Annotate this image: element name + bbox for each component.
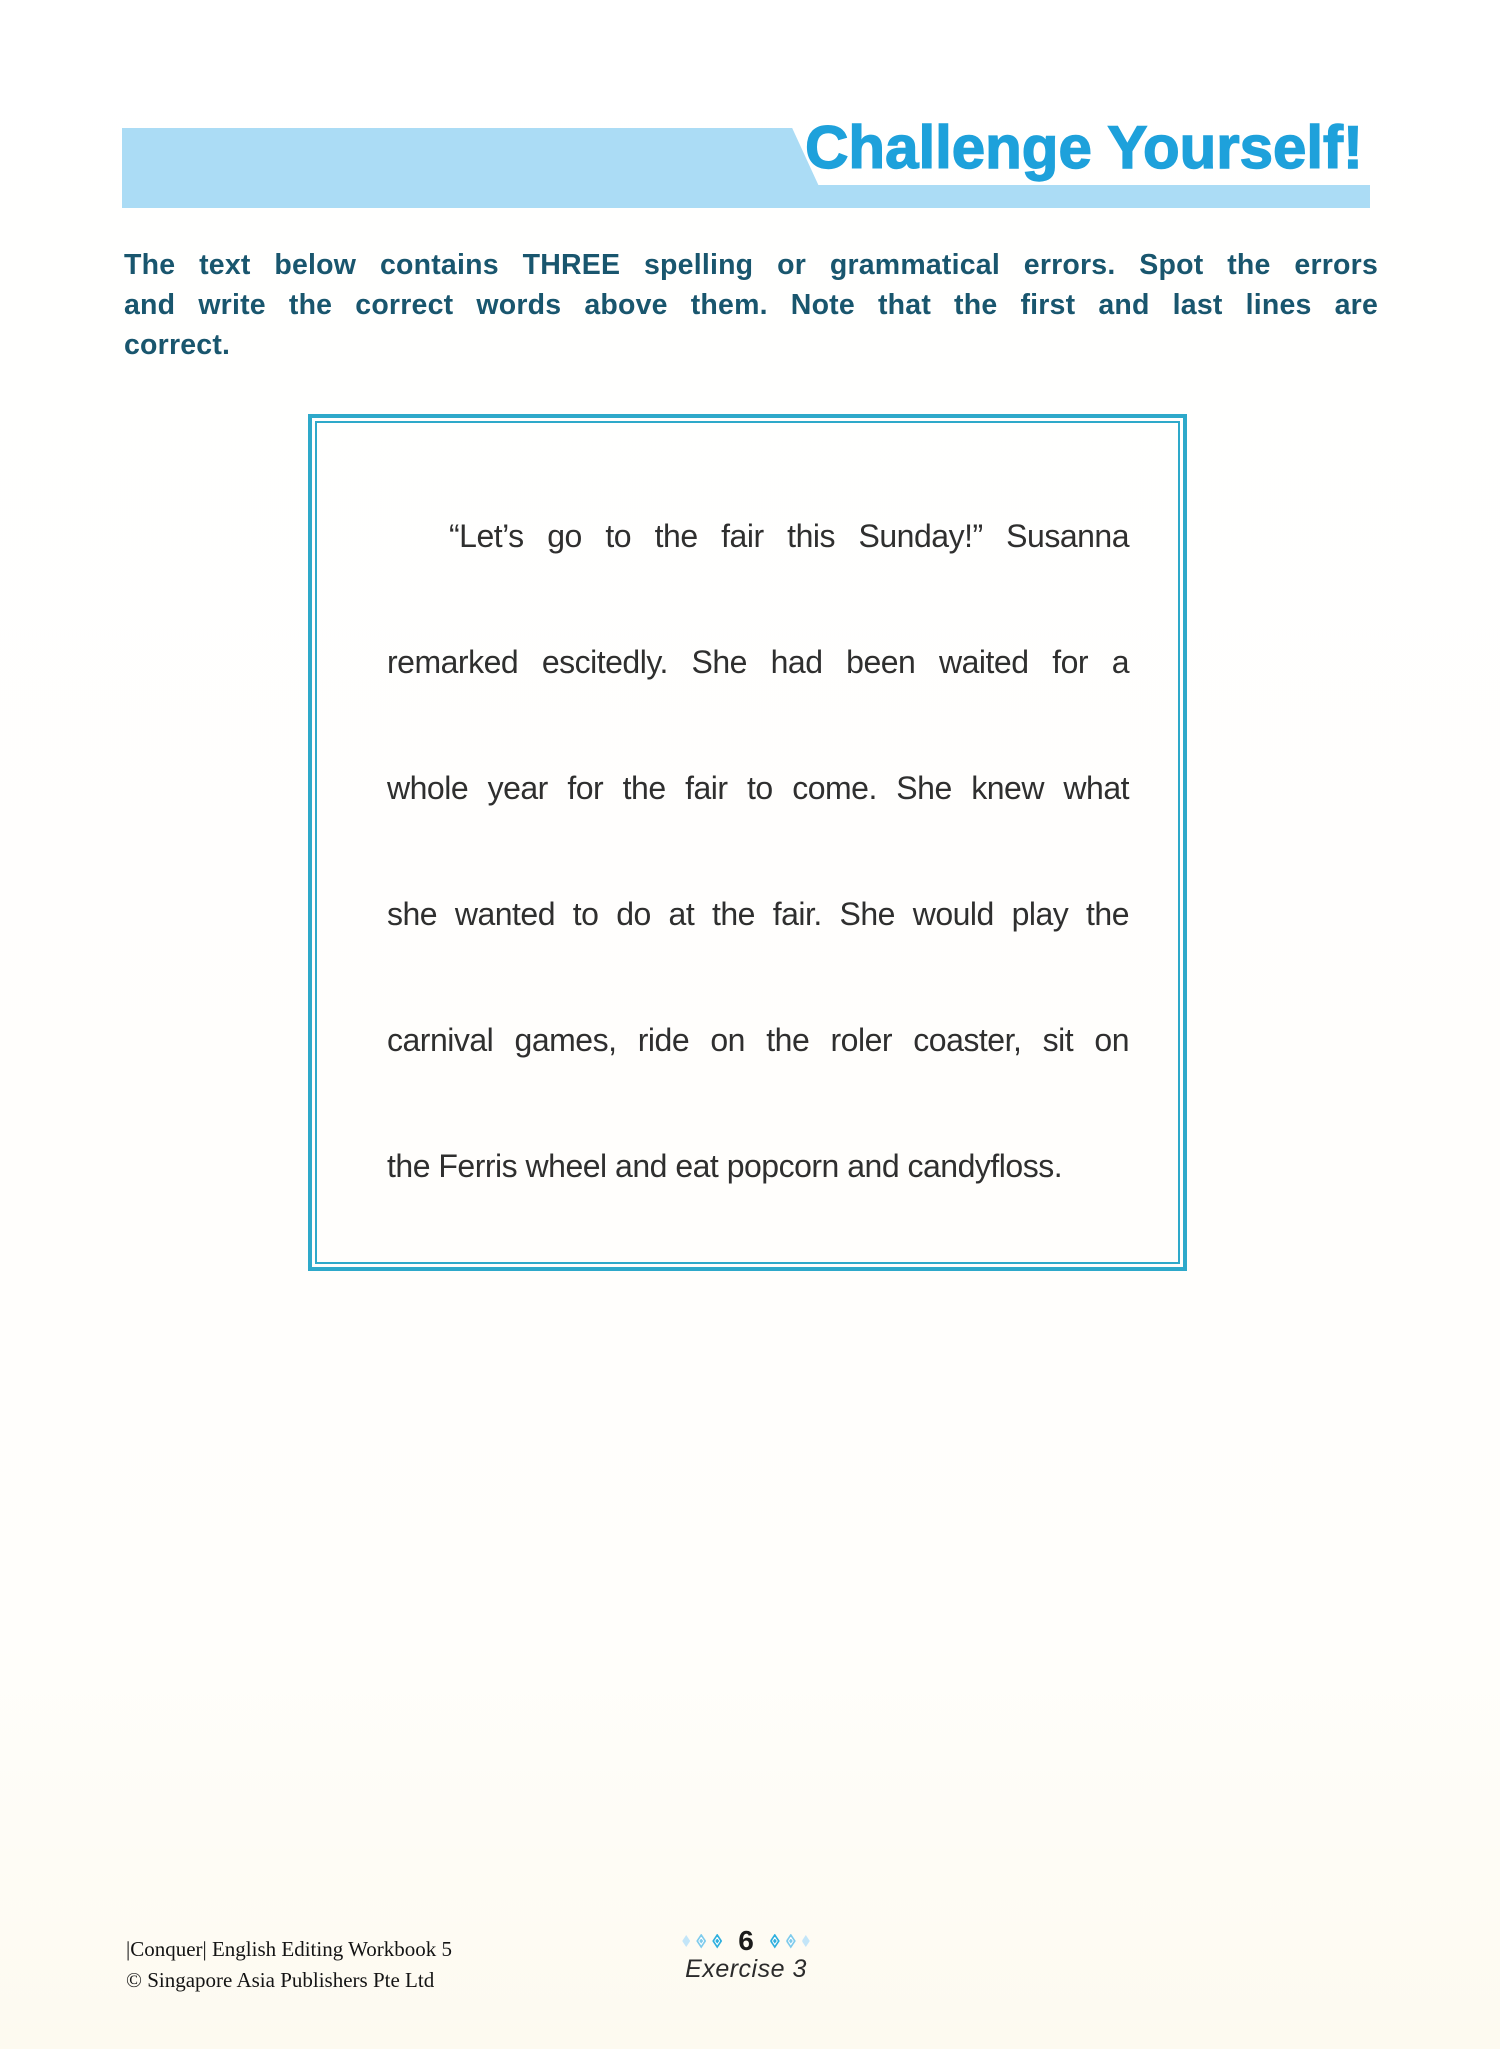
instruction-line-3: correct. [124,329,231,361]
diamond-ornament-icon [712,1934,722,1949]
instructions-text [124,245,1378,365]
passage-box-inner-border [315,421,1180,1264]
diamond-ornament-icon [682,1935,690,1947]
footer-book-title: |Conquer| English Editing Workbook 5 [126,1937,452,1961]
page-number-ornament [682,1926,810,1956]
page-number: 6 [738,1925,754,1956]
footer-imprint [126,1934,452,1996]
diamond-ornament-icon [786,1934,796,1949]
passage-text [387,473,1129,1229]
passage-line: whole year for the fair to come. She knew what [387,770,1129,806]
banner-title: Challenge Yourself! [805,114,1363,181]
diamond-ornament-icon [802,1935,810,1947]
passage-line: she wanted to do at the fair. She would play the [387,896,1129,932]
passage-box [308,414,1187,1271]
footer-copyright: © Singapore Asia Publishers Pte Ltd [126,1968,435,1992]
passage-line: carnival games, ride on the roler coaster, sit on [387,1022,1129,1058]
passage-line: remarked escitedly. She had been waited for a [387,644,1129,680]
passage-line: the Ferris wheel and eat popcorn and candyfloss. [387,1148,1063,1184]
instruction-line-1: The text below contains THREE spelling or grammatical errors. Spot the errors [124,249,1378,281]
exercise-label: Exercise 3 [685,1955,807,1983]
diamond-ornament-icon [696,1934,706,1949]
passage-line: “Let’s go to the fair this Sunday!” Susanna [449,518,1129,554]
diamond-ornament-icon [770,1934,780,1949]
instruction-line-2: and write the correct words above them. Note that the first and last lines are [124,289,1378,321]
